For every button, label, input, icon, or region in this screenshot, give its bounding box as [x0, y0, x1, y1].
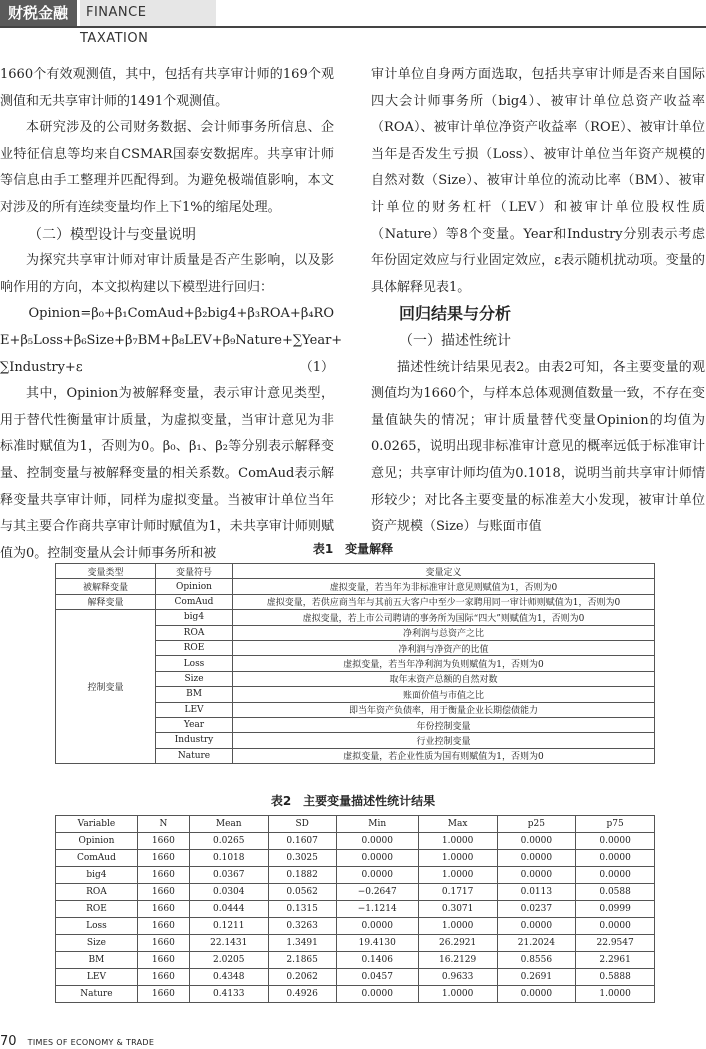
table-cell: 0.3025 [268, 850, 336, 867]
table-cell: 0.5888 [576, 969, 655, 986]
table-cell: 0.0588 [576, 884, 655, 901]
table-row [56, 918, 655, 935]
variable-symbol-cell: Year [156, 717, 233, 732]
table-cell: 0.0000 [576, 833, 655, 850]
variable-symbol-cell: ROE [156, 640, 233, 655]
table-cell: Size [56, 935, 138, 952]
section-title: 财税金融 [0, 0, 77, 26]
table-row [56, 901, 655, 918]
table-row [56, 986, 655, 1003]
equation-line [0, 355, 334, 382]
table-cell: 0.0000 [576, 850, 655, 867]
variable-symbol-cell: ROA [156, 625, 233, 640]
table1-caption: 表1 变量解释 [312, 542, 394, 556]
table-cell: −1.1214 [336, 901, 418, 918]
table-row [56, 833, 655, 850]
variable-definition-cell: 账面价值与市值之比 [233, 687, 655, 702]
paragraph: 描述性统计结果见表2。由表2可知，各主要变量的观测值均为1660个，与样本总体观测值数量一致，不存在变量值缺失的情况；审计质量替代变量Opinion的均值为0.0265，说明出现非标准审计意见的概率远低于标准审计意见；共享审计师均值为0.1018，说明当前共享审计师情形较少；对比各主要变量的标准差大小发现，被审计单位资产规模（Size）与账面市值 [371, 359, 705, 535]
table-cell: LEV [56, 969, 138, 986]
table-cell: 0.0000 [497, 867, 576, 884]
page-header [0, 0, 706, 46]
table-cell: 0.0000 [336, 833, 418, 850]
table-cell: 1660 [137, 986, 189, 1003]
table-cell: 0.0000 [497, 833, 576, 850]
table-cell: ComAud [56, 850, 138, 867]
table2-caption: 表2 主要变量描述性统计结果 [270, 794, 436, 808]
equation-line: Opinion=β₀+β₁ComAud+β₂big4+β₃ROA+β₄RO [28, 306, 334, 322]
paragraph: 其中，Opinion为被解释变量，表示审计意见类型，用于替代性衡量审计质量，为虚拟变量，当审计意见为非标准时赋值为1，否则为0。β₀、β₁、β₂等分别表示解释变量、控制变量与被解释变量的相关系数。ComAud表示解释变量共享审计师，同样为虚拟变量。当被审计单位当年与其主要合作商共享审计师时赋值为1，未共享审计师则赋值为0。控制变量从会计师事务所和被 [0, 386, 334, 561]
table-cell: 0.0000 [336, 986, 418, 1003]
table-cell: 0.0444 [189, 901, 268, 918]
table-cell: 22.1431 [189, 935, 268, 952]
table-cell: 0.0304 [189, 884, 268, 901]
table-row [56, 850, 655, 867]
paragraph: 审计单位自身两方面选取，包括共享审计师是否来自国际四大会计师事务所（big4）、被审计单位总资产收益率（ROA）、被审计单位净资产收益率（ROE）、被审计单位当年是否发生亏损（Loss）、被审计单位当年资产规模的自然对数（Size）、被审计单位的流动比率（BM）、被审计单位的财务杠杆（LEV）和被审计单位股权性质（Nature）等8个变量。Year和Industry分别表示考虑年份固定效应与行业固定效应，ε表示随机扰动项。变量的具体解释见表1。 [371, 67, 705, 295]
table-cell: 1660 [137, 850, 189, 867]
table-cell: 0.0000 [497, 986, 576, 1003]
table-cell: 0.2691 [497, 969, 576, 986]
table-cell: 1.0000 [418, 986, 497, 1003]
table-cell: 0.0999 [576, 901, 655, 918]
table-cell: 0.1406 [336, 952, 418, 969]
journal-name: TIMES OF ECONOMY & TRADE [27, 1038, 155, 1047]
table-cell: 0.8556 [497, 952, 576, 969]
table-cell: 19.4130 [336, 935, 418, 952]
table-cell: 0.0000 [576, 867, 655, 884]
column-header: p25 [497, 816, 576, 833]
variable-definition-cell: 虚拟变量，若当年净利润为负则赋值为1，否则为0 [233, 656, 655, 671]
table-header-row [56, 816, 655, 833]
paragraph: 1660个有效观测值，其中，包括有共享审计师的169个观测值和无共享审计师的1491个观测值。 [0, 67, 334, 109]
variable-definition-cell: 虚拟变量，若企业性质为国有则赋值为1，否则为0 [233, 748, 655, 763]
column-header: Mean [189, 816, 268, 833]
column-header: 变量类型 [56, 564, 156, 579]
table-cell: 0.0000 [497, 918, 576, 935]
equation-line: E+β₅Loss+β₆Size+β₇BM+β₈LEV+β₉Nature+∑Year+ [0, 332, 343, 348]
table-cell: 2.1865 [268, 952, 336, 969]
table-cell: 1660 [137, 935, 189, 952]
column-header: Min [336, 816, 418, 833]
table-cell: 1.3491 [268, 935, 336, 952]
page-footer [0, 1030, 154, 1049]
table-cell: Opinion [56, 833, 138, 850]
table-cell: 1660 [137, 969, 189, 986]
variable-definition-cell: 即当年资产负债率，用于衡量企业长期偿债能力 [233, 702, 655, 717]
table-cell: 1660 [137, 918, 189, 935]
equation-number: （1） [299, 359, 334, 375]
table-row [56, 867, 655, 884]
table-cell: 0.1607 [268, 833, 336, 850]
table-cell: 0.9633 [418, 969, 497, 986]
equation-tail: ∑Industry+ε [0, 359, 83, 375]
table-cell: 0.1018 [189, 850, 268, 867]
table-cell: 1660 [137, 952, 189, 969]
column-header: 变量定义 [233, 564, 655, 579]
variable-symbol-cell: LEV [156, 702, 233, 717]
table-cell: 0.0000 [336, 867, 418, 884]
variable-definition-cell: 虚拟变量，若上市公司聘请的事务所为国际“四大”则赋值为1，否则为0 [233, 610, 655, 625]
column-header: 变量符号 [156, 564, 233, 579]
section-title-en: FINANCE TAXATION [80, 0, 216, 26]
table-cell: BM [56, 952, 138, 969]
table-cell: 0.0000 [336, 850, 418, 867]
page-number: 70 [0, 1034, 17, 1049]
variable-type-cell: 被解释变量 [56, 579, 156, 594]
variable-symbol-cell: Industry [156, 733, 233, 748]
table-cell: 0.0562 [268, 884, 336, 901]
table-cell: 0.3263 [268, 918, 336, 935]
table-cell: 1.0000 [418, 867, 497, 884]
table-row [56, 594, 655, 609]
header-rule [0, 26, 706, 28]
table-cell: 0.0265 [189, 833, 268, 850]
column-header: SD [268, 816, 336, 833]
variable-definition-cell: 年份控制变量 [233, 717, 655, 732]
variable-symbol-cell: ComAud [156, 594, 233, 609]
variable-definition-cell: 虚拟变量，若当年为非标准审计意见则赋值为1，否则为0 [233, 579, 655, 594]
table-cell: −0.2647 [336, 884, 418, 901]
table-cell: 2.0205 [189, 952, 268, 969]
table-cell: 0.0000 [576, 918, 655, 935]
column-header: p75 [576, 816, 655, 833]
left-column [0, 62, 343, 567]
table-cell: 2.2961 [576, 952, 655, 969]
table-cell: 1660 [137, 867, 189, 884]
table-row [56, 610, 655, 625]
variable-symbol-cell: Opinion [156, 579, 233, 594]
variable-definition-cell: 净利润与净资产的比值 [233, 640, 655, 655]
table-row [56, 579, 655, 594]
table-cell: 0.2062 [268, 969, 336, 986]
variable-definition-cell: 行业控制变量 [233, 733, 655, 748]
table-cell: 1.0000 [418, 918, 497, 935]
subsection-heading: （二）模型设计与变量说明 [28, 226, 196, 243]
table-cell: 0.0457 [336, 969, 418, 986]
table-cell: 0.1882 [268, 867, 336, 884]
column-header: Max [418, 816, 497, 833]
table-cell: 1660 [137, 833, 189, 850]
table-cell: 1.0000 [418, 850, 497, 867]
table-cell: ROA [56, 884, 138, 901]
table-cell: 1660 [137, 901, 189, 918]
table-cell: 22.9547 [576, 935, 655, 952]
table-row [56, 884, 655, 901]
table-header-row [56, 564, 655, 579]
table-cell: 0.0367 [189, 867, 268, 884]
subsection-heading: （一）描述性统计 [399, 332, 511, 349]
table-cell: 0.1717 [418, 884, 497, 901]
paragraph: 本研究涉及的公司财务数据、会计师事务所信息、企业特征信息等均来自CSMAR国泰安数据库。共享审计师等信息由手工整理并匹配得到。为避免极端值影响，本文对涉及的所有连续变量均作上下1%的缩尾处理。 [0, 120, 334, 215]
variable-definition-cell: 净利润与总资产之比 [233, 625, 655, 640]
variable-type-cell: 解释变量 [56, 594, 156, 609]
table-cell: 16.2129 [418, 952, 497, 969]
table-cell: 0.0237 [497, 901, 576, 918]
table-cell: 0.0000 [497, 850, 576, 867]
descriptive-stats-table [55, 815, 655, 1003]
column-header: Variable [56, 816, 138, 833]
variable-symbol-cell: Loss [156, 656, 233, 671]
table-cell: 0.4348 [189, 969, 268, 986]
table-cell: 0.4926 [268, 986, 336, 1003]
table-cell: ROE [56, 901, 138, 918]
variable-definition-table [55, 563, 655, 764]
table-cell: 1.0000 [418, 833, 497, 850]
table-cell: 0.3071 [418, 901, 497, 918]
variable-definition-cell: 虚拟变量，若供应商当年与其前五大客户中至少一家聘用同一审计师则赋值为1，否则为0 [233, 594, 655, 609]
right-column [371, 62, 705, 541]
paragraph: 为探究共享审计师对审计质量是否产生影响，以及影响作用的方向，本文拟构建以下模型进行回归： [0, 253, 334, 295]
variable-symbol-cell: big4 [156, 610, 233, 625]
table-row [56, 969, 655, 986]
table-cell: 26.2921 [418, 935, 497, 952]
table-cell: 1.0000 [576, 986, 655, 1003]
table-cell: big4 [56, 867, 138, 884]
section-heading: 回归结果与分析 [399, 304, 512, 324]
variable-symbol-cell: Size [156, 671, 233, 686]
table-cell: 0.1315 [268, 901, 336, 918]
table-cell: 21.2024 [497, 935, 576, 952]
table-cell: 0.4133 [189, 986, 268, 1003]
table-cell: Nature [56, 986, 138, 1003]
variable-symbol-cell: BM [156, 687, 233, 702]
table-cell: 1660 [137, 884, 189, 901]
variable-symbol-cell: Nature [156, 748, 233, 763]
table-cell: 0.0000 [336, 918, 418, 935]
table-row [56, 952, 655, 969]
table-cell: 0.1211 [189, 918, 268, 935]
table-cell: Loss [56, 918, 138, 935]
column-header: N [137, 816, 189, 833]
table-row [56, 935, 655, 952]
variable-type-cell: 控制变量 [56, 610, 156, 764]
table-cell: 0.0113 [497, 884, 576, 901]
variable-definition-cell: 取年末资产总额的自然对数 [233, 671, 655, 686]
